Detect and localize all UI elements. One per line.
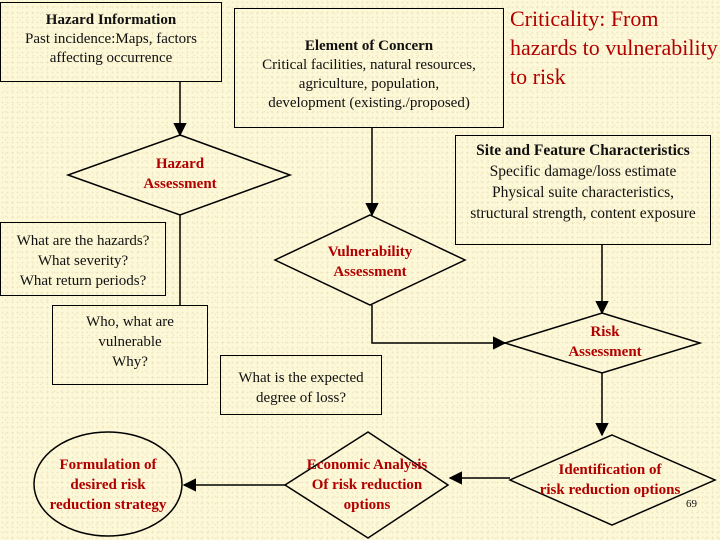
site-feature-body: Specific damage/loss estimate Physical suite characteristics, structural strength, content exposure xyxy=(470,163,696,222)
element-of-concern-body: Critical facilities, natural resources, agriculture, population, development (existing./proposed) xyxy=(262,57,476,111)
element-of-concern-box xyxy=(234,8,504,128)
hazard-assessment-label: Hazard Assessment xyxy=(143,156,217,192)
slide-title: Criticality: From hazards to vulnerability to risk xyxy=(510,6,718,89)
formulation-label: Formulation of desired risk reduction strategy xyxy=(49,457,167,513)
economic-analysis-label: Economic Analysis Of risk reduction options xyxy=(306,457,428,513)
identification-label: Identification of risk reduction options xyxy=(539,462,681,498)
vulnerable-questions-box xyxy=(52,305,208,385)
hazard-questions-text: What are the hazards? What severity? What return periods? xyxy=(16,233,150,289)
vulnerable-questions-text: Who, what are vulnerable Why? xyxy=(86,314,174,370)
vulnerability-assessment-label: Vulnerability Assessment xyxy=(327,244,413,280)
loss-question-box xyxy=(220,355,382,415)
hazard-information-box xyxy=(0,2,222,82)
site-feature-heading: Site and Feature Characteristics xyxy=(476,142,690,159)
element-of-concern-heading: Element of Concern xyxy=(304,38,434,54)
hazard-information-heading: Hazard Information xyxy=(45,12,177,28)
page-number: 69 xyxy=(686,498,697,510)
risk-assessment-label: Risk Assessment xyxy=(568,324,642,360)
site-feature-box xyxy=(455,135,711,245)
hazard-questions-box xyxy=(0,222,166,296)
line-vulnerability-to-risk xyxy=(372,305,505,343)
hazard-information-body: Past incidence:Maps, factors affecting occurrence xyxy=(24,31,198,66)
loss-question-text: What is the expected degree of loss? xyxy=(238,370,364,406)
